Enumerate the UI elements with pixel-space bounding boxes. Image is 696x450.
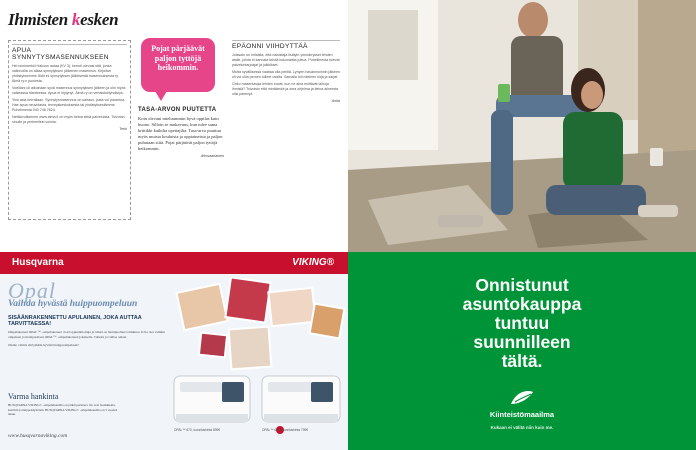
letter-text: Nettisivuillamme www.aima.fi on myös tietoa sekä palveluista. Toivotan sinulle ja perheellesi voimia.: [12, 115, 125, 124]
product-name: Opal: [8, 278, 56, 303]
letter-heading: EPÄONNI VIIHDYTTÄÄ: [232, 40, 340, 50]
sewing-machines-image: [170, 278, 348, 450]
letter-heading: APUA SYNNYTYSMASENNUKSEEN: [12, 44, 127, 61]
headline-line: tältä.: [501, 351, 543, 371]
headline-line: suunnilleen: [473, 332, 571, 352]
viking-logo: VIKING®: [292, 257, 334, 268]
letter-text: Yksi asia kerrallaan. Synnytysmasennus on sairaus, josta voi parantua. Hae apua neuvolasta, terveyskeskuksesta tai yhdistyksestämme. Puhelimesta 040 746 7624.: [12, 98, 126, 112]
letters-page: [0, 0, 349, 252]
ad-header-bar: [0, 252, 348, 274]
machine-caption: OPAL™ 670, suositushinta 899€: [174, 428, 221, 432]
ad-headline: SISÄÄNRAKENNETTU APULAINEN, JOKA AUTTAA TARVITTAESSA!: [8, 315, 142, 327]
brand-name: Kiinteistömaailma: [489, 410, 555, 419]
letter-text: Joissain on erilaista, että naisistaja lisätyin ymmärrykset lehden alalle, joista ei kannata tehdä kokonaista juttua. Puhelimesta tulevat palveluntarjoajat ja julkkikset.: [232, 53, 340, 67]
brand-slogan: Kukaan ei välitä niin kuin me.: [490, 425, 554, 430]
ad-url: www.husqvarnaviking.com: [8, 433, 68, 439]
letter-signature: Anita: [331, 99, 340, 103]
letter-text: Mutta syvällisessä vaatiaa olla perillä. Lyhyen havainnoinnin jälkeen oli voi ollla pernen tulleet osalta. Samalla tuli mieleen kirja ja sarjat.: [232, 70, 340, 79]
ad-section-heading: Varma hankinta: [8, 392, 59, 401]
ad-headline: [348, 276, 696, 371]
machine-caption: OPAL™ 690, suositushinta 799€: [262, 428, 309, 432]
ad-body-2: HUSQVARNA VIKING® -ompelukoneilla on pitkät perinteet. Ne ovat laadukkaita, kestäviä ja helppokäyttöisiä. HUSQVARNA VIKING® -ompelukoneilla on 5 vuoden takuu.: [8, 403, 118, 417]
kiinteistomaailma-ad: [348, 252, 696, 450]
letter-text: Onko masentavaa lehden kuvat, kun ne aina esittävät laihoja ihmisiä? Toivoisin että minätiedot ja oma ohjelma ja tietoa aiheesta olisi parempi.: [232, 82, 339, 96]
headline-line: asuntokauppa: [462, 294, 582, 314]
ad-body-extra: Oletko valmis siirtymään hyvästä huippuompeluun?: [8, 342, 79, 347]
headline-line: Onnistunut: [475, 275, 569, 295]
ad-body: [8, 330, 166, 347]
letter-box: [8, 40, 131, 220]
letter-text: Hei nimimerkki Hakuun autaa (KV 3), kerroit olevasi sitä, jonka valinnoilla on aikaa synnytyksen jälkeinen masennus. Kirjoitan yhdistyksemme Äidit ini synnytyksen jälkeisestä masennuksesta ry Äimä ry:n puolesta.: [12, 64, 119, 83]
letter-column: [232, 40, 340, 103]
ad-tagline: Vaihda hyvästä huippuompeluun: [8, 299, 138, 309]
section-title: Ihmisten kesken: [8, 10, 119, 29]
husqvarna-logo: Husqvarna: [12, 257, 64, 268]
ad-body-text: Ompelukoneet OPAL™ -ompelukoneet ovat loppuunhiottuja ja niissä on monipuoliset toiminnot. Kiva olet valmiin ompeleen ja monipuolisen OPAL™ -ompelukoneen jokaiselle. Tutustu ja valitse omasi.: [8, 330, 165, 339]
letter-text: Koin olevani mieluummin hyvä oppilas kuin huono. Silloin se mukavuus, kun tulee sama kritiikki kaikilta opettajilta. Tasa-arvo puuttuu myös muista kouluista ja oppiaineista ja paljon puhutaan siitä. Pojat pärjäävät paljon tyttöjä heikommin.: [138, 116, 223, 151]
husqvarna-ad: [0, 252, 348, 450]
couple-photo: [348, 0, 696, 252]
leaf-logo-icon: [509, 388, 535, 408]
photo-illustration: [348, 0, 696, 252]
letter-heading: TASA-ARVON PUUTETTA: [138, 107, 217, 113]
letter-signature: Terhi: [119, 127, 127, 131]
headline-line: tuntuu: [494, 313, 550, 333]
letter-column: [138, 105, 224, 158]
letter-text: Voeillani oli aikoinaan syvä masennus synnytyksen jälkeen ja olin myös vaikeassa tilanteessa. Apua ei löytynyt. Äimä ry on vertaistukiyhdistys.: [12, 86, 126, 95]
letter-signature: Afrosaariainen: [200, 154, 224, 158]
pull-quote: Pojat pärjäävät paljon tyttöjä heikommin.: [141, 38, 215, 92]
